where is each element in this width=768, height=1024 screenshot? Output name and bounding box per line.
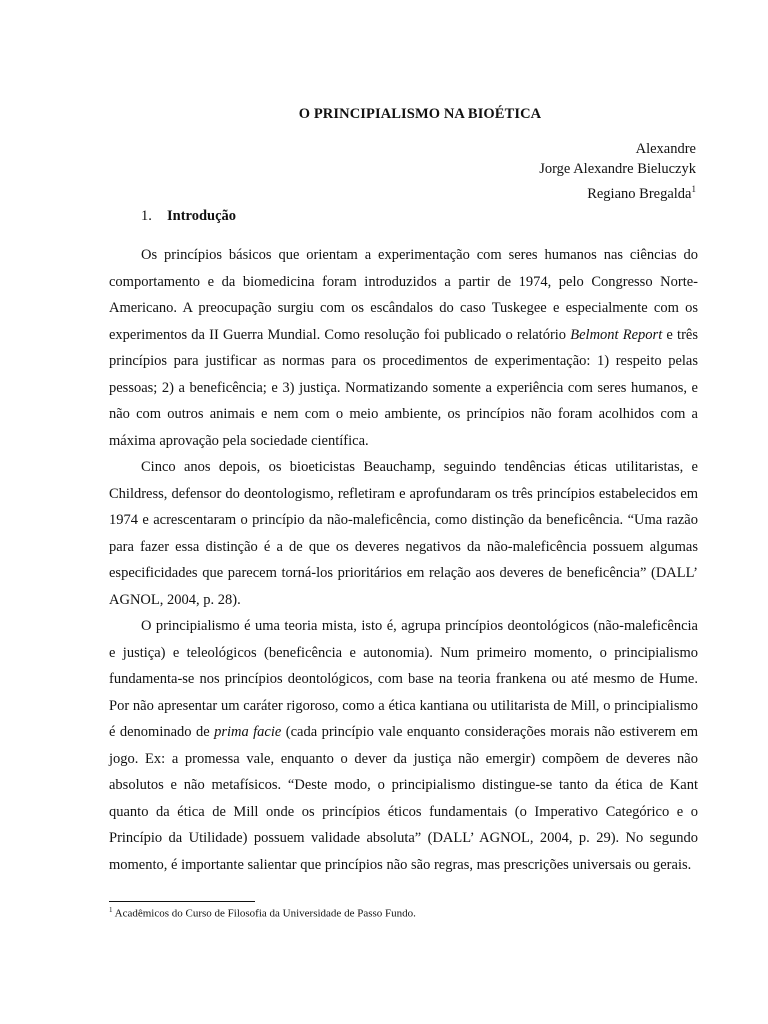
italic-term: Belmont Report — [570, 326, 663, 343]
author-list — [539, 139, 696, 204]
paragraph: Cinco anos depois, os bioeticistas Beauchamp, seguindo tendências éticas utilitaristas, e Childress, defensor do deontologismo, refletiram e aprofundaram os três princípios estabelecidos em 1974 e acrescentaram o princípio da não-maleficência, como distinção da beneficência. “Uma razão para fazer essa distinção é a de que os deveres negativos da não-maleficência possuem algumas especificidades que parecem torná-los prioritários em relação aos deveres de beneficência” (DALL’ AGNOL, 2004, p. 28). — [109, 459, 698, 608]
footnote — [109, 906, 416, 920]
body-text — [109, 242, 698, 878]
paragraph-text: Os princípios básicos que orientam a experimentação com seres humanos nas ciências do comportamento e da biomedicina foram introduzidos a partir de 1974, pelo Congresso Norte-Americano. A preocupação surgiu com os escândalos do caso Tuskegee e especialmente com os experimentos da II Guerra Mundial. Como resolução foi publicado o relatório — [109, 247, 698, 343]
paragraph-text: O principialismo é uma teoria mista, isto é, agrupa princípios deontológicos (não-maleficência e justiça) e teleológicos (beneficência e autonomia). Num primeiro momento, o principialismo fundamenta-se nos princípios deontológicos, com base na teoria frankena ou até mesmo de Hume. Por não apresentar um caráter rigoroso, como a ética kantiana ou utilitarista de Mill, o principialismo é denominado de — [109, 618, 698, 740]
author-line — [539, 179, 696, 204]
paragraph-text: e três princípios para justificar as normas para os procedimentos de experimentação: 1) respeito pelas pessoas; 2) a beneficência; e 3) justiça. Normatizando somente a experiência com seres humanos, e não com outros animais e nem com o meio ambiente, os princípios não foram acolhidos com a máxima aprovação pela sociedade científica. — [109, 326, 698, 449]
paragraph-text: (cada princípio vale enquanto considerações morais não estiverem em jogo. Ex: a promessa vale, enquanto o dever da justiça não emergir) compõem de deveres não absolutos e não metafísicos. “Deste modo, o principialismo distingue-se tanto da ética de Kant quanto da ética de Mill onde os princípios éticos fundamentais (o Imperativo Categórico e o Princípio da Utilidade) possuem validade absoluta” (DALL’ AGNOL, 2004, p. 29). No segundo momento, é importante salientar que princípios não são regras, mas prescrições universais ou gerais. — [109, 724, 698, 873]
document-title: O PRINCIPIALISMO NA BIOÉTICA — [298, 106, 542, 122]
section-heading — [141, 208, 236, 225]
section-number: 1. — [141, 208, 152, 224]
section-title: Introdução — [167, 208, 237, 224]
footnote-divider — [109, 901, 255, 902]
author-line: Jorge Alexandre Bieluczyk — [539, 161, 696, 177]
paragraph — [109, 242, 698, 454]
paragraph — [109, 613, 698, 878]
footnote-number: 1 — [109, 906, 113, 914]
author-name: Regiano Bregalda — [587, 185, 692, 202]
italic-term: prima facie — [214, 724, 282, 740]
footnote-marker: 1 — [691, 184, 696, 194]
author-line: Alexandre — [635, 141, 696, 157]
footnote-text: Acadêmicos do Curso de Filosofia da Universidade de Passo Fundo. — [112, 907, 416, 920]
